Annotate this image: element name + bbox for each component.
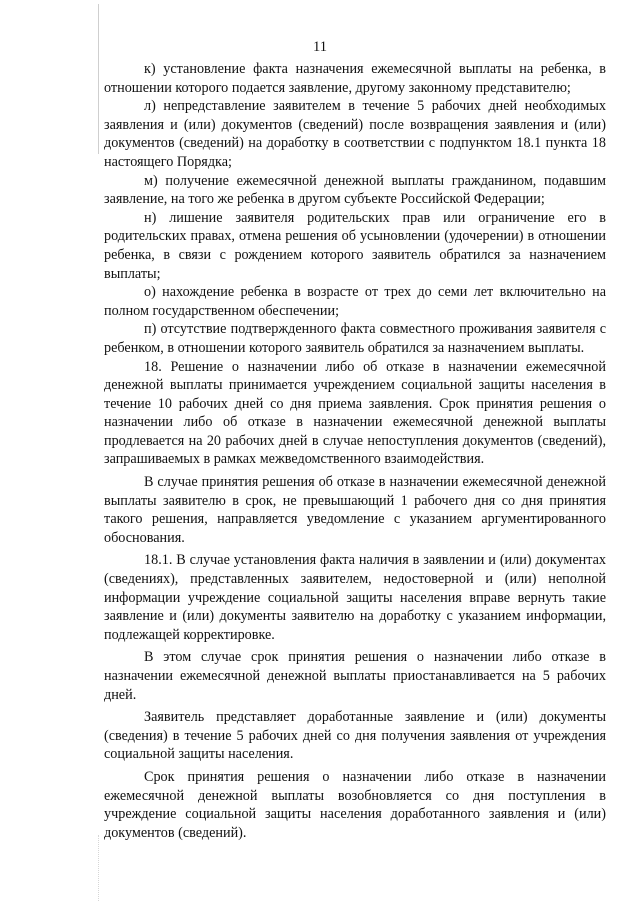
paragraph-18: 18. Решение о назначении либо об отказе в назначении ежемесячной денежной выплаты принимается учреждением социальной защиты населения в течение 10 рабочих дней со дня приема заявления. Срок принятия решения о назначении либо об отказе в назначении ежемесячной денежной выплаты продлевается на 20 рабочих дней в случае непоступления документов (сведений), запрашиваемых в рамках межведомственного взаимодействия.	[104, 358, 606, 468]
paragraph-resubmission: Заявитель представляет доработанные заявление и (или) документы (сведения) в течение 5 рабочих дней со дня получения заявления от учреждения социальной защиты населения.	[104, 709, 606, 763]
scan-margin-dots	[98, 835, 99, 901]
paragraph-k: к) установление факта назначения ежемесячной выплаты на ребенка, в отношении которого подается заявление, другому законному представителю;	[104, 61, 606, 96]
paragraph-n: н) лишение заявителя родительских прав или ограничение его в родительских правах, отмена решения об усыновлении (удочерении) в отношении ребенка, в связи с рождением которого заявитель обратился за назначением выплаты;	[104, 209, 606, 282]
paragraph-resumption: Срок принятия решения о назначении либо отказе в назначении ежемесячной денежной выплаты возобновляется со дня поступления в учреждение социальной защиты населения доработанного заявления и (или) документов (сведений).	[104, 768, 606, 841]
paragraph-suspension: В этом случае срок принятия решения о назначении либо отказе в назначении ежемесячной денежной выплаты приостанавливается на 5 рабочих дней.	[104, 649, 606, 703]
paragraph-refusal-notice: В случае принятия решения об отказе в назначении ежемесячной денежной выплаты заявителю в срок, не превышающий 1 рабочего дня со дня принятия такого решения, направляется уведомление с указанием аргументированного обоснования.	[104, 474, 606, 546]
page-number: 11	[313, 39, 327, 55]
document-body	[104, 60, 606, 842]
paragraph-o: о) нахождение ребенка в возрасте от трех до семи лет включительно на полном государственном обеспечении;	[104, 284, 606, 319]
paragraph-18-1: 18.1. В случае установления факта наличия в заявлении и (или) документах (сведениях), представленных заявителем, недостоверной и (или) неполной информации учреждение социальной защиты населения вправе вернуть такие заявление и (или) документы заявителю на доработку с указанием информации, подлежащей корректировке.	[104, 552, 606, 643]
paragraph-l: л) непредставление заявителем в течение 5 рабочих дней необходимых заявления и (или) документов (сведений) после возвращения заявления и (или) документов (сведений) на доработку в соответствии с подпунктом 18.1 пункта 18 настоящего Порядка;	[104, 98, 606, 170]
paragraph-p: п) отсутствие подтвержденного факта совместного проживания заявителя с ребенком, в отношении которого заявитель обратился за назначением выплаты.	[104, 321, 606, 356]
scan-margin-line	[98, 4, 99, 154]
paragraph-m: м) получение ежемесячной денежной выплаты гражданином, подавшим заявление, на того же ребенка в другом субъекте Российской Федерации;	[104, 172, 606, 208]
